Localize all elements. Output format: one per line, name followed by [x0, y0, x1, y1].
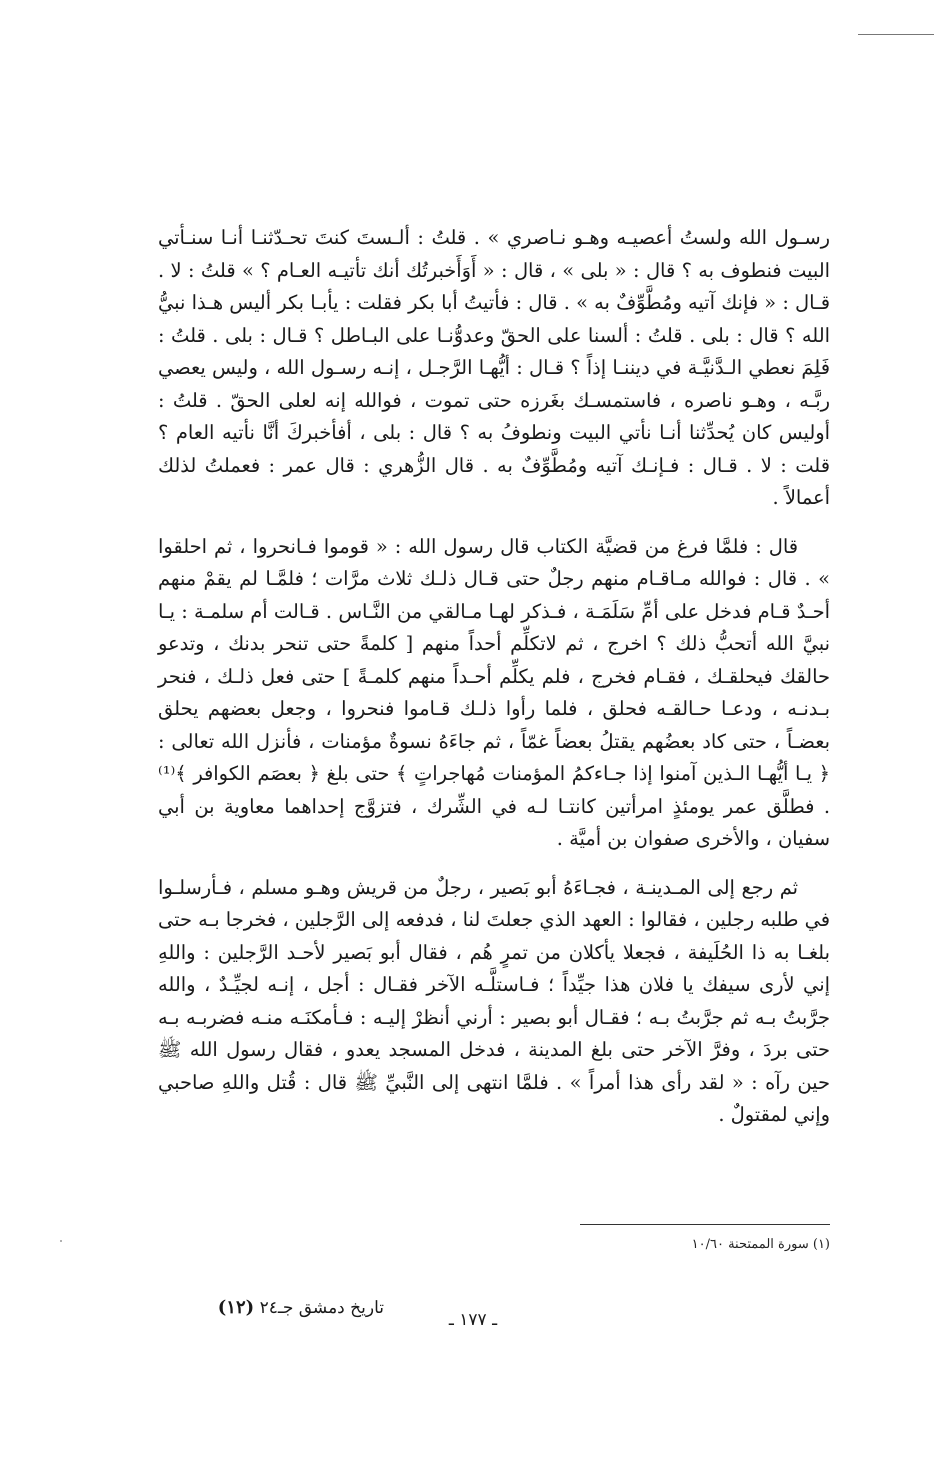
paragraph-3: ثم رجع إلى المـدينـة ، فجـاءَهُ أبو بَصير ، رجلٌ من قريش وهـو مسلم ، فـأرسلـوا في طلبه رجلين ، فقالوا : العهد الذي جعلتَ لنا ، فدفعه إلى الرَّجلين ، فخرجا بـه حتى بلغـا به ذا الحُلَيفة ، فجعلا يأكلان من تمرٍ هُم ، فقال أبو بَصير لأحـد الرَّجلين : واللهِ إني لأرى سيفك يا فلان هذا جيِّداً ؛ فـاستلَّـه الآخر فقـال : أجل ، إنـه لجيِّـدٌ ، والله جرَّبتُ بـه ثم جرَّبتُ بـه ؛ فقـال أبو بصير : أرني أنظرْ إليـه : فـأمكنَـه منـه فضربـه بـه حتى بردَ ، وفرَّ الآخر حتى بلغ المدينة ، فدخل المسجد يعدو ، فقال رسول الله ﷺ حين رآه : « لقد رأى هذا أمراً » . فلمَّا انتهى إلى النَّبيِّ ﷺ قال : قُتل واللهِ صاحبي وإني لمقتولٌ .	[158, 875, 830, 1126]
footnote-separator	[580, 1224, 830, 1225]
book-title: تاريخ دمشق جـ٢٤	[259, 1298, 384, 1318]
scan-speck	[60, 1240, 62, 1242]
paragraph-1: رسـول الله ولستُ أعصيـه وهـو نـاصري » . قلتُ : ألـستَ كنتَ تحـدّثنـا أنـا سنـأتي البيت فنطوف به ؟ قال : « بلى » ، قال : « أَوَأَخبرتُك أنك تأتيـه العـام ؟ » قلتُ : لا . قـال : « فإنك آتيه ومُطَّوِّفٌ به » . قال : فأتيتُ أبا بكر فقلت : يأبـا بكر أليس هـذا نبيُّ الله ؟ قال : بلى . قلتُ : ألسنا على الحقّ وعدوُّنـا على البـاطل ؟ قـال : بلى . قلتُ : فَلِمَ نعطي الـدَّنيَّـة في ديننـا إذاً ؟ قـال : أيُّهـا الرَّجـل ، إنـه رسـول الله ، وليس يعصي ربَّـه ، وهـو ناصره ، فاستمسـك بغَرزه حتى تموت ، فوالله إنه لعلى الحقّ . قلتُ : أوليس كان يُحدِّثنا أنـا نأتي البيت ونطوفُ به ؟ قال : بلى ، أفأخبركَ أنَّا نأتيه العام ؟ قلت : لا . قـال : فـإنـك آتيه ومُطَّوِّفٌ به . قال الزُّهري : قال عمر : فعملتُ لذلك أعمالاً .	[158, 226, 830, 509]
footnote: (١) سورة الممتحنة ١٠/٦٠	[691, 1237, 830, 1252]
volume-part: (١٢)	[217, 1297, 255, 1318]
main-text	[158, 222, 830, 1132]
running-footer	[218, 1296, 384, 1320]
corner-rule	[858, 34, 934, 35]
page-number: ـ ١٧٧ ـ	[448, 1310, 498, 1330]
paragraph-2: قال : فلمَّا فرغ من قضيَّة الكتاب قال رسول الله : « قوموا فـانحروا ، ثم احلقوا » . قال : فوالله مـاقـام منهم رجلٌ حتى قـال ذلـك ثلاث مرَّات ؛ فلمَّـا لم يقمْ منهم أحـدٌ قـام فدخل على أمِّ سَلَمَـة ، فـذكر لهـا مـالقي من النَّـاس . قـالت أم سلمـة : يـا نبيَّ الله أتحبُّ ذلك ؟ اخرج ، ثم لاتكلِّم أحداً منهم [ كلمةً حتى تنحر بدنك ، وتدعو حالقك فيحلقـك ، فقـام فخرج ، فلم يكلِّم أحـداً منهم كلمـةً ] حتى فعل ذلـك ، فنحر بـدنـه ، ودعـا حـالقـه فحلق ، فلما رأوا ذلـك قـاموا فنحروا ، وجعل بعضهم يحلق بعضـاً ، حتى كاد بعضُهم يقتلُ بعضاً غمّاً ، ثم جاءَهُ نسوةٌ مؤمنات ، فأنزل الله تعالى : ﴿ يـا أيُّهـا الـذين آمنوا إذا جـاءكمُ المؤمنات مُهاجراتٍ ﴾ حتى بلغ ﴿ بعصَم الكوافر ﴾⁽¹⁾ . فطلَّق عمر يومئذٍ امرأتين كانتـا لـه في الشِّرك ، فتزوَّج إحداهما معاوية بن أبي سفيان ، والأخرى صفوان بن أميَّة .	[158, 534, 830, 850]
